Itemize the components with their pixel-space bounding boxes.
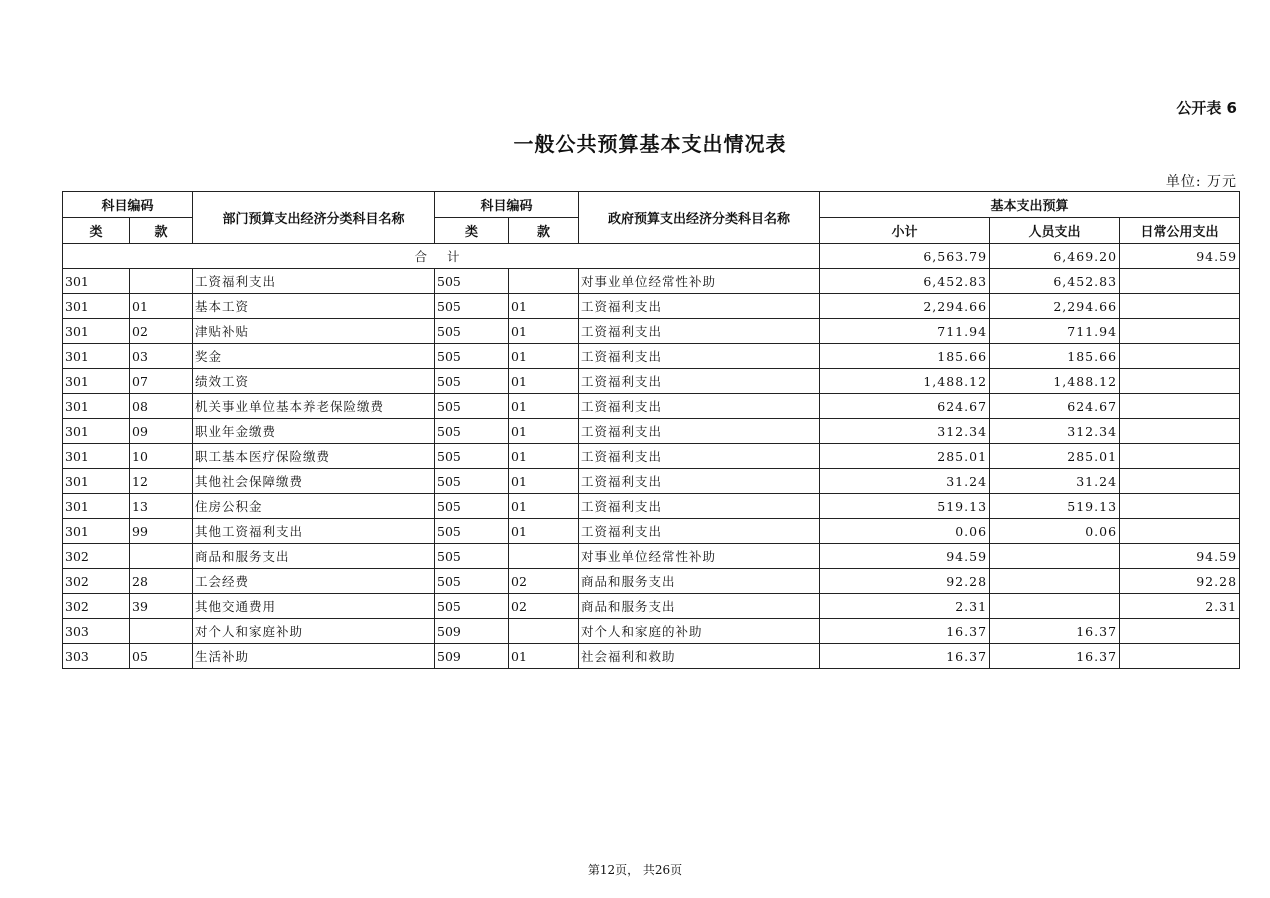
page-title: 一般公共预算基本支出情况表 (513, 132, 787, 156)
total-daily: 94.59 (1120, 244, 1240, 269)
dept-kuan-cell: 02 (130, 319, 193, 344)
dept-kuan-cell: 07 (130, 369, 193, 394)
daily-cell (1120, 319, 1240, 344)
daily-cell (1120, 369, 1240, 394)
daily-cell (1120, 419, 1240, 444)
dept-name-cell: 津贴补贴 (193, 319, 435, 344)
personnel-cell: 6,452.83 (990, 269, 1120, 294)
dept-name-cell: 绩效工资 (193, 369, 435, 394)
dept-lei-cell: 302 (63, 569, 130, 594)
gov-lei-cell: 505 (435, 294, 509, 319)
subtotal-cell: 16.37 (820, 619, 990, 644)
gov-kuan-cell: 01 (509, 419, 579, 444)
gov-lei-cell: 509 (435, 644, 509, 669)
dept-lei-cell: 301 (63, 344, 130, 369)
dept-name-cell: 生活补助 (193, 644, 435, 669)
personnel-cell: 31.24 (990, 469, 1120, 494)
dept-kuan-cell: 13 (130, 494, 193, 519)
dept-name-cell: 其他社会保障缴费 (193, 469, 435, 494)
table-row (63, 419, 1240, 444)
dept-lei-cell: 301 (63, 519, 130, 544)
subtotal-cell: 2,294.66 (820, 294, 990, 319)
daily-cell (1120, 444, 1240, 469)
table-row (63, 294, 1240, 319)
subtotal-cell: 285.01 (820, 444, 990, 469)
gov-name-cell: 工资福利支出 (579, 319, 820, 344)
dept-kuan-cell: 28 (130, 569, 193, 594)
gov-kuan-cell: 02 (509, 594, 579, 619)
header-gov-code-group: 科目编码 (435, 192, 579, 218)
table-number-label: 公开表 6 (1176, 99, 1237, 117)
header-budget-group: 基本支出预算 (820, 192, 1240, 218)
personnel-cell: 285.01 (990, 444, 1120, 469)
personnel-cell: 312.34 (990, 419, 1120, 444)
table-row (63, 369, 1240, 394)
table-row (63, 544, 1240, 569)
table-row (63, 269, 1240, 294)
daily-cell (1120, 644, 1240, 669)
gov-name-cell: 工资福利支出 (579, 394, 820, 419)
dept-kuan-cell: 12 (130, 469, 193, 494)
dept-kuan-cell (130, 269, 193, 294)
daily-cell (1120, 294, 1240, 319)
gov-lei-cell: 505 (435, 344, 509, 369)
dept-name-cell: 基本工资 (193, 294, 435, 319)
subtotal-cell: 94.59 (820, 544, 990, 569)
dept-lei-cell: 301 (63, 294, 130, 319)
gov-name-cell: 工资福利支出 (579, 294, 820, 319)
table-row (63, 319, 1240, 344)
header-dept-lei: 类 (63, 218, 130, 244)
table-row (63, 569, 1240, 594)
gov-name-cell: 对事业单位经常性补助 (579, 269, 820, 294)
header-daily: 日常公用支出 (1120, 218, 1240, 244)
header-gov-name: 政府预算支出经济分类科目名称 (579, 192, 820, 244)
dept-kuan-cell (130, 544, 193, 569)
dept-lei-cell: 301 (63, 444, 130, 469)
dept-name-cell: 工资福利支出 (193, 269, 435, 294)
dept-lei-cell: 301 (63, 319, 130, 344)
subtotal-cell: 0.06 (820, 519, 990, 544)
personnel-cell: 16.37 (990, 644, 1120, 669)
gov-lei-cell: 505 (435, 394, 509, 419)
header-personnel: 人员支出 (990, 218, 1120, 244)
daily-cell: 92.28 (1120, 569, 1240, 594)
subtotal-cell: 185.66 (820, 344, 990, 369)
table-row (63, 594, 1240, 619)
dept-name-cell: 住房公积金 (193, 494, 435, 519)
gov-lei-cell: 505 (435, 519, 509, 544)
page-footer: 第12页， 共26页 (587, 863, 683, 877)
subtotal-cell: 2.31 (820, 594, 990, 619)
personnel-cell: 185.66 (990, 344, 1120, 369)
gov-kuan-cell: 01 (509, 394, 579, 419)
unit-label: 单位: 万元 (1165, 174, 1237, 190)
gov-kuan-cell: 01 (509, 519, 579, 544)
daily-cell (1120, 394, 1240, 419)
daily-cell (1120, 619, 1240, 644)
gov-kuan-cell (509, 544, 579, 569)
gov-name-cell: 工资福利支出 (579, 494, 820, 519)
subtotal-cell: 711.94 (820, 319, 990, 344)
dept-name-cell: 职工基本医疗保险缴费 (193, 444, 435, 469)
dept-name-cell: 其他交通费用 (193, 594, 435, 619)
gov-kuan-cell (509, 269, 579, 294)
subtotal-cell: 31.24 (820, 469, 990, 494)
dept-kuan-cell: 10 (130, 444, 193, 469)
subtotal-cell: 519.13 (820, 494, 990, 519)
dept-lei-cell: 301 (63, 269, 130, 294)
header-subtotal: 小计 (820, 218, 990, 244)
dept-kuan-cell: 99 (130, 519, 193, 544)
gov-lei-cell: 505 (435, 494, 509, 519)
table-row (63, 644, 1240, 669)
gov-lei-cell: 505 (435, 419, 509, 444)
gov-kuan-cell: 01 (509, 644, 579, 669)
gov-lei-cell: 505 (435, 594, 509, 619)
gov-name-cell: 工资福利支出 (579, 419, 820, 444)
dept-kuan-cell: 09 (130, 419, 193, 444)
personnel-cell: 519.13 (990, 494, 1120, 519)
table-row (63, 469, 1240, 494)
gov-name-cell: 商品和服务支出 (579, 594, 820, 619)
subtotal-cell: 92.28 (820, 569, 990, 594)
dept-name-cell: 职业年金缴费 (193, 419, 435, 444)
gov-name-cell: 对个人和家庭的补助 (579, 619, 820, 644)
total-subtotal: 6,563.79 (820, 244, 990, 269)
table-header (63, 192, 1240, 244)
gov-kuan-cell: 01 (509, 369, 579, 394)
dept-lei-cell: 303 (63, 644, 130, 669)
gov-name-cell: 工资福利支出 (579, 444, 820, 469)
subtotal-cell: 6,452.83 (820, 269, 990, 294)
dept-lei-cell: 303 (63, 619, 130, 644)
dept-lei-cell: 302 (63, 544, 130, 569)
dept-name-cell: 工会经费 (193, 569, 435, 594)
personnel-cell: 1,488.12 (990, 369, 1120, 394)
header-gov-kuan: 款 (509, 218, 579, 244)
table-row (63, 494, 1240, 519)
personnel-cell: 0.06 (990, 519, 1120, 544)
table-row (63, 444, 1240, 469)
personnel-cell: 16.37 (990, 619, 1120, 644)
dept-lei-cell: 301 (63, 494, 130, 519)
personnel-cell (990, 594, 1120, 619)
subtotal-cell: 312.34 (820, 419, 990, 444)
gov-name-cell: 工资福利支出 (579, 469, 820, 494)
table-body (63, 244, 1240, 669)
table-row (63, 344, 1240, 369)
dept-kuan-cell: 03 (130, 344, 193, 369)
gov-name-cell: 工资福利支出 (579, 344, 820, 369)
gov-lei-cell: 505 (435, 544, 509, 569)
subtotal-cell: 16.37 (820, 644, 990, 669)
daily-cell (1120, 519, 1240, 544)
dept-name-cell: 机关事业单位基本养老保险缴费 (193, 394, 435, 419)
gov-lei-cell: 505 (435, 269, 509, 294)
gov-name-cell: 对事业单位经常性补助 (579, 544, 820, 569)
personnel-cell: 2,294.66 (990, 294, 1120, 319)
personnel-cell (990, 544, 1120, 569)
header-dept-code-group: 科目编码 (63, 192, 193, 218)
dept-kuan-cell: 05 (130, 644, 193, 669)
personnel-cell: 624.67 (990, 394, 1120, 419)
gov-kuan-cell (509, 619, 579, 644)
dept-kuan-cell (130, 619, 193, 644)
gov-kuan-cell: 01 (509, 319, 579, 344)
dept-name-cell: 其他工资福利支出 (193, 519, 435, 544)
gov-name-cell: 工资福利支出 (579, 369, 820, 394)
dept-lei-cell: 301 (63, 369, 130, 394)
dept-lei-cell: 301 (63, 394, 130, 419)
gov-kuan-cell: 01 (509, 294, 579, 319)
daily-cell: 2.31 (1120, 594, 1240, 619)
subtotal-cell: 1,488.12 (820, 369, 990, 394)
dept-kuan-cell: 01 (130, 294, 193, 319)
gov-lei-cell: 505 (435, 444, 509, 469)
dept-name-cell: 对个人和家庭补助 (193, 619, 435, 644)
table-row (63, 394, 1240, 419)
gov-lei-cell: 509 (435, 619, 509, 644)
subtotal-cell: 624.67 (820, 394, 990, 419)
table-row (63, 519, 1240, 544)
daily-cell (1120, 344, 1240, 369)
dept-kuan-cell: 08 (130, 394, 193, 419)
personnel-cell: 711.94 (990, 319, 1120, 344)
gov-lei-cell: 505 (435, 319, 509, 344)
dept-lei-cell: 302 (63, 594, 130, 619)
total-row (63, 244, 1240, 269)
gov-kuan-cell: 01 (509, 444, 579, 469)
personnel-cell (990, 569, 1120, 594)
daily-cell: 94.59 (1120, 544, 1240, 569)
dept-lei-cell: 301 (63, 469, 130, 494)
gov-kuan-cell: 01 (509, 344, 579, 369)
gov-lei-cell: 505 (435, 369, 509, 394)
gov-kuan-cell: 02 (509, 569, 579, 594)
header-gov-lei: 类 (435, 218, 509, 244)
total-personnel: 6,469.20 (990, 244, 1120, 269)
gov-kuan-cell: 01 (509, 469, 579, 494)
dept-name-cell: 商品和服务支出 (193, 544, 435, 569)
header-dept-kuan: 款 (130, 218, 193, 244)
gov-name-cell: 工资福利支出 (579, 519, 820, 544)
gov-lei-cell: 505 (435, 469, 509, 494)
total-label: 合 计 (63, 244, 820, 269)
daily-cell (1120, 494, 1240, 519)
gov-name-cell: 社会福利和救助 (579, 644, 820, 669)
gov-lei-cell: 505 (435, 569, 509, 594)
daily-cell (1120, 269, 1240, 294)
dept-name-cell: 奖金 (193, 344, 435, 369)
header-dept-name: 部门预算支出经济分类科目名称 (193, 192, 435, 244)
dept-kuan-cell: 39 (130, 594, 193, 619)
table-row (63, 619, 1240, 644)
dept-lei-cell: 301 (63, 419, 130, 444)
gov-name-cell: 商品和服务支出 (579, 569, 820, 594)
budget-table (62, 191, 1240, 669)
gov-kuan-cell: 01 (509, 494, 579, 519)
daily-cell (1120, 469, 1240, 494)
